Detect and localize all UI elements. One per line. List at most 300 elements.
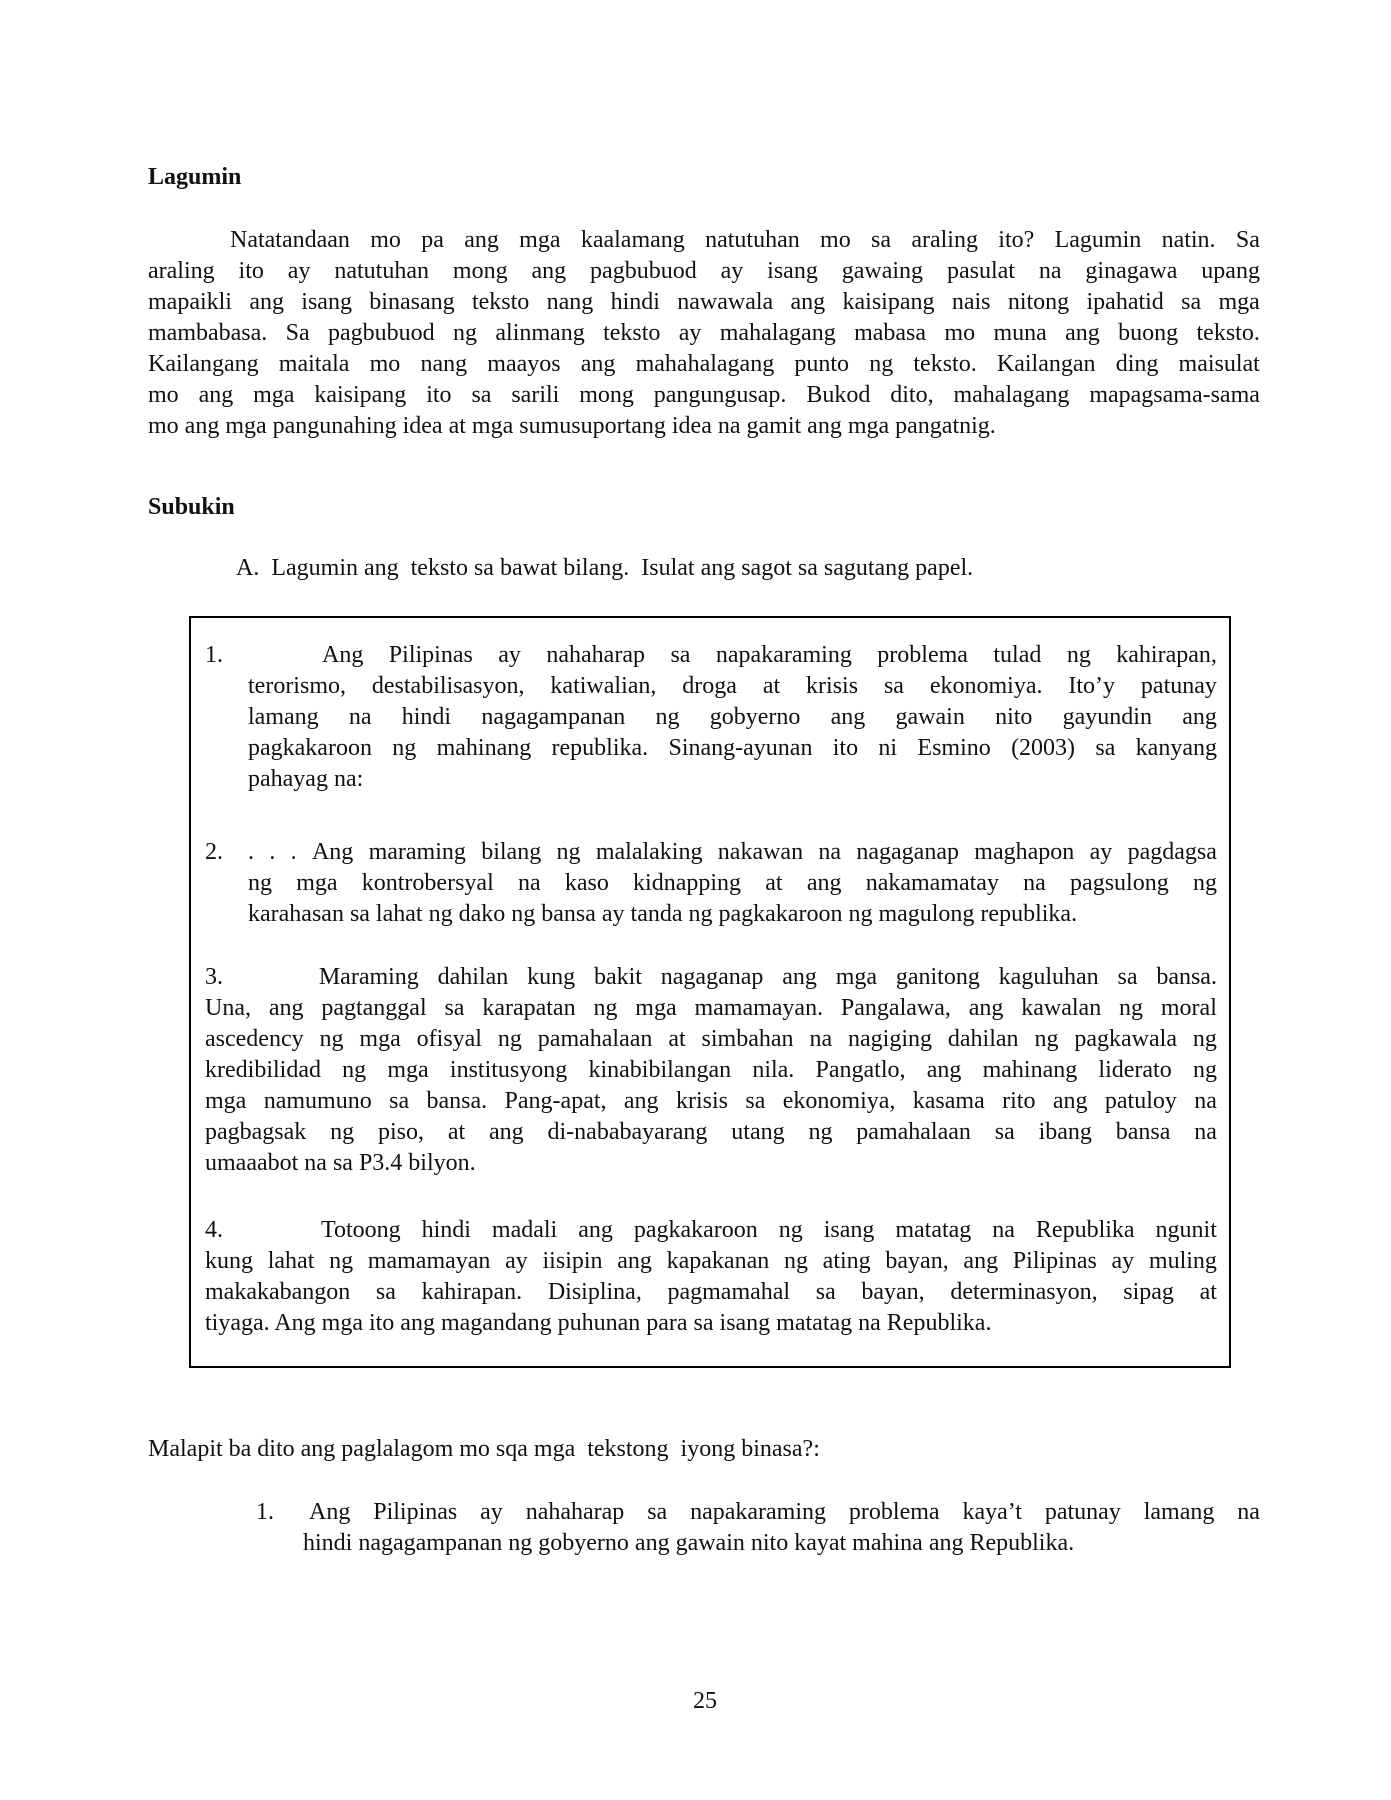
word: kidnapping — [633, 870, 742, 896]
paragraph-line — [148, 380, 1260, 411]
word: at — [1199, 1279, 1217, 1305]
word: mahalagang — [719, 320, 836, 346]
word: nawawala — [677, 289, 774, 315]
item-line: umaaabot na sa P3.4 bilyon. — [205, 1150, 476, 1176]
item-line — [248, 733, 1217, 764]
word: pa — [421, 227, 444, 253]
word: Republika — [1035, 1217, 1135, 1243]
word: ng — [497, 1026, 522, 1052]
word: simbahan — [701, 1026, 794, 1052]
word: pamahalaan — [537, 1026, 653, 1052]
word: piso, — [377, 1119, 424, 1145]
word: ni — [878, 735, 898, 761]
word: nitong — [1007, 289, 1070, 315]
word: na — [1023, 870, 1046, 896]
word: pasulat — [946, 258, 1015, 284]
word: at — [668, 1026, 686, 1052]
word: ay — [498, 642, 521, 668]
word: pamahalaan — [856, 1119, 971, 1145]
word: di-nababayarang — [547, 1119, 708, 1145]
answer-line — [303, 1497, 1260, 1528]
word: sipag — [1123, 1279, 1174, 1305]
word: lamang — [1143, 1499, 1215, 1525]
item-line — [248, 702, 1217, 733]
word: Ang — [309, 1499, 351, 1525]
word: ipahatid — [1086, 289, 1164, 315]
item-line — [248, 640, 1217, 671]
word: ay — [1111, 1248, 1135, 1274]
word: Ang — [322, 642, 364, 668]
word: pagbubuod — [590, 258, 697, 284]
word: sa — [1095, 735, 1116, 761]
answer-number: 1. — [256, 1499, 274, 1525]
word: Pang-apat, — [504, 1088, 607, 1114]
word: sa — [647, 1499, 668, 1525]
word: Disiplina, — [547, 1279, 642, 1305]
word: ng — [1192, 1026, 1217, 1052]
item-line — [205, 1086, 1217, 1117]
item-line — [205, 1117, 1217, 1148]
word: iisipin — [542, 1248, 603, 1274]
word: nang — [546, 289, 594, 315]
word: krisis — [675, 1088, 728, 1114]
word: nito — [995, 704, 1033, 730]
word: mabasa — [854, 320, 927, 346]
word: bayan, — [861, 1279, 925, 1305]
word: ang — [249, 289, 284, 315]
word: ay — [505, 1248, 528, 1274]
word: kaya’t — [962, 1499, 1022, 1525]
paragraph-line — [148, 225, 1260, 256]
word: ng — [1119, 995, 1144, 1021]
word: ang — [1052, 1088, 1088, 1114]
word: mga — [296, 870, 338, 896]
word: isang — [301, 289, 352, 315]
item-number: 1. — [205, 642, 223, 668]
word: sa — [745, 1088, 766, 1114]
word: dahilan — [437, 964, 509, 990]
word: nagaganap — [660, 964, 764, 990]
word: ang — [968, 995, 1004, 1021]
word: binasang — [369, 289, 455, 315]
word: araling — [911, 227, 978, 253]
word: kontrobersyal — [361, 870, 494, 896]
word: republika. — [551, 735, 649, 761]
word: . — [290, 839, 297, 865]
word: Ito’y — [1068, 673, 1116, 699]
word: nila. — [752, 1057, 795, 1083]
word: mga — [635, 995, 677, 1021]
word: . — [269, 839, 276, 865]
word: ito? — [998, 227, 1035, 253]
word: mo — [369, 351, 401, 377]
word: hindi — [401, 704, 452, 730]
word: problema — [848, 1499, 940, 1525]
word: araling — [148, 258, 215, 284]
word: ng — [1192, 1057, 1217, 1083]
word: ng — [1066, 642, 1091, 668]
word: ganitong — [895, 964, 980, 990]
word: Sa — [1235, 227, 1260, 253]
item-line — [205, 993, 1217, 1024]
word: maraming — [368, 839, 466, 865]
word: kaalamang — [580, 227, 685, 253]
word: nakamamatay — [865, 870, 999, 896]
word: sa — [1181, 289, 1202, 315]
word: ding — [1115, 351, 1159, 377]
word: utang — [731, 1119, 785, 1145]
word: mahalagang — [953, 382, 1070, 408]
word: mahinang — [982, 1057, 1078, 1083]
word: kredibilidad — [205, 1057, 321, 1083]
word: na — [348, 704, 372, 730]
word: ang — [268, 995, 304, 1021]
word: nakawan — [717, 839, 804, 865]
word: Pilipinas — [388, 642, 473, 668]
word: ng — [1034, 1026, 1059, 1052]
word: buong — [1118, 320, 1179, 346]
word: ng — [655, 704, 680, 730]
word: gobyerno — [709, 704, 801, 730]
word: na — [1194, 1088, 1217, 1114]
word: mamamayan — [367, 1248, 491, 1274]
word: natutuhan — [334, 258, 429, 284]
word: ay — [287, 258, 311, 284]
word: sa — [815, 1279, 836, 1305]
word: pagdagsa — [1127, 839, 1217, 865]
word: kawalan — [1021, 995, 1102, 1021]
word: sa — [871, 227, 892, 253]
item-line: tiyaga. Ang mga ito ang magandang puhunan para sa isang matatag na Republika. — [205, 1310, 992, 1336]
word: isang — [767, 258, 818, 284]
word: Pilipinas — [1012, 1248, 1097, 1274]
word: pagkakaroon — [633, 1217, 758, 1243]
word: Kailangan — [996, 351, 1096, 377]
word: sa — [883, 673, 904, 699]
word: institusyong — [449, 1057, 568, 1083]
word: gawain — [895, 704, 965, 730]
word: teksto — [603, 320, 661, 346]
word: rito — [1002, 1088, 1036, 1114]
word: ng — [453, 320, 478, 346]
word: ng — [392, 735, 417, 761]
word: moral — [1160, 995, 1217, 1021]
word: liderato — [1098, 1057, 1172, 1083]
word: ang — [580, 351, 616, 377]
item-line — [248, 868, 1217, 899]
word: ang — [531, 258, 567, 284]
word: ang — [623, 1088, 659, 1114]
word: ang — [617, 1248, 652, 1274]
word: ay — [480, 1499, 503, 1525]
subukin-instruction: A. Lagumin ang teksto sa bawat bilang. Isulat ang sagot sa sagutang papel. — [236, 555, 974, 581]
word: sa — [1117, 964, 1138, 990]
word: mambabasa. — [148, 320, 268, 346]
word: maghapon — [974, 839, 1075, 865]
word: . — [248, 839, 254, 865]
word: na — [1237, 1499, 1260, 1525]
word: ating — [822, 1248, 871, 1274]
word: karapatan — [482, 995, 576, 1021]
word: mamamayan. — [694, 995, 824, 1021]
word: kahirapan, — [1116, 642, 1217, 668]
word: alinmang — [495, 320, 585, 346]
word: Lagumin — [1054, 227, 1142, 253]
word: mga — [387, 1057, 429, 1083]
word: Natatandaan — [230, 227, 350, 253]
word: ang — [1065, 320, 1100, 346]
word: ekonomiya. — [929, 673, 1043, 699]
word: mga — [253, 382, 295, 408]
word: Pangatlo, — [815, 1057, 906, 1083]
word: ng — [329, 1248, 354, 1274]
item-line — [205, 1024, 1217, 1055]
word: mong — [579, 382, 634, 408]
word: ito — [426, 382, 452, 408]
word: pagsulong — [1070, 870, 1169, 896]
word: bansa — [1115, 1119, 1171, 1145]
word: ang — [578, 1217, 613, 1243]
paragraph-line — [148, 318, 1260, 349]
word: makakabangon — [205, 1279, 351, 1305]
word: maayos — [487, 351, 561, 377]
word: hindi — [610, 289, 660, 315]
word: mapagsama-sama — [1089, 382, 1260, 408]
word: mong — [452, 258, 508, 284]
item-line — [205, 1246, 1217, 1277]
word: sa — [994, 1119, 1015, 1145]
item-line — [248, 837, 1217, 868]
item-line: pahayag na: — [248, 766, 364, 792]
word: Kailangang — [148, 351, 259, 377]
word: patunay — [1140, 673, 1217, 699]
word: punto — [794, 351, 850, 377]
word: malalaking — [595, 839, 703, 865]
word: na — [818, 839, 842, 865]
answer-line: hindi nagagampanan ng gobyerno ang gawain nito kayat mahina ang Republika. — [303, 1530, 1075, 1556]
word: sa — [389, 1088, 410, 1114]
word: bakit — [593, 964, 642, 990]
word: hindi — [421, 1217, 471, 1243]
word: terorismo, — [248, 673, 346, 699]
word: Bukod — [806, 382, 871, 408]
word: Sinang-ayunan — [668, 735, 813, 761]
word: ginagawa — [1085, 258, 1178, 284]
word: ay — [1089, 839, 1113, 865]
item-line — [205, 1215, 1217, 1246]
lagumin-paragraph — [148, 225, 1260, 442]
paragraph-line: mo ang mga pangunahing idea at mga sumusuportang idea na gamit ang mga pangatnig. — [148, 413, 996, 439]
word: mapaikli — [148, 289, 232, 315]
word: bayan, — [885, 1248, 949, 1274]
word: droga — [682, 673, 737, 699]
word: ang — [963, 1248, 999, 1274]
word: na — [992, 1217, 1015, 1243]
word: pagbubuod — [328, 320, 435, 346]
word: ng — [778, 1217, 803, 1243]
paragraph-line — [148, 256, 1260, 287]
word: kahirapan. — [421, 1279, 523, 1305]
word: mga — [1218, 289, 1260, 315]
word: mga — [205, 1088, 247, 1114]
word: mo — [148, 382, 179, 408]
word: nagaganap — [856, 839, 959, 865]
word: ascedency — [205, 1026, 304, 1052]
word: sarili — [511, 382, 560, 408]
word: kinabibilangan — [588, 1057, 732, 1083]
word: mahinang — [436, 735, 532, 761]
item-number: 3. — [205, 964, 223, 990]
word: nagagampanan — [481, 704, 626, 730]
paragraph-line — [148, 287, 1260, 318]
word: ang — [926, 1057, 962, 1083]
word: maisulat — [1178, 351, 1260, 377]
word: sa — [670, 642, 691, 668]
word: teksto. — [913, 351, 977, 377]
paragraph-line — [148, 349, 1260, 380]
word: Ang — [311, 839, 354, 865]
word: muna — [993, 320, 1047, 346]
word: na — [809, 1026, 833, 1052]
word: pagmamahal — [667, 1279, 791, 1305]
word: Una, — [205, 995, 251, 1021]
word: ng — [319, 1026, 344, 1052]
word: mga — [359, 1026, 401, 1052]
word: ang — [1182, 704, 1217, 730]
word: kapakanan — [666, 1248, 770, 1274]
word: dahilan — [947, 1026, 1019, 1052]
word: ang — [782, 964, 817, 990]
word: pagbagsak — [205, 1119, 307, 1145]
word: ang — [198, 382, 234, 408]
word: ekonomiya, — [782, 1088, 896, 1114]
word: ito — [238, 258, 264, 284]
word: natutuhan — [705, 227, 800, 253]
word: ng — [248, 870, 272, 896]
word: ng — [783, 1248, 808, 1274]
word: matatag — [895, 1217, 972, 1243]
word: gawaing — [841, 258, 924, 284]
word: at — [765, 870, 783, 896]
word: napakaraming — [715, 642, 852, 668]
word: na — [1038, 258, 1062, 284]
word: ng — [1192, 870, 1217, 896]
word: ng — [556, 839, 581, 865]
word: ay — [678, 320, 702, 346]
word: ito — [832, 735, 859, 761]
word: pagkawala — [1074, 1026, 1177, 1052]
word: kanyang — [1135, 735, 1217, 761]
word: ibang — [1038, 1119, 1092, 1145]
word: ng — [342, 1057, 367, 1083]
word: bansa. — [1156, 964, 1217, 990]
word: na — [517, 870, 541, 896]
item-number: 4. — [205, 1217, 223, 1243]
word: natin. — [1161, 227, 1216, 253]
word: nais — [951, 289, 991, 315]
word: ng — [330, 1119, 355, 1145]
word: Sa — [285, 320, 310, 346]
word: ang — [489, 1119, 524, 1145]
word: kung — [527, 964, 576, 990]
word: teksto. — [1196, 320, 1260, 346]
word: mga — [835, 964, 878, 990]
word: lamang — [248, 704, 319, 730]
word: pagtanggal — [321, 995, 427, 1021]
item-number: 2. — [205, 839, 223, 865]
word: ng — [593, 995, 618, 1021]
word: nang — [420, 351, 468, 377]
comparison-question: Malapit ba dito ang paglalagom mo sqa mga tekstong iyong binasa?: — [148, 1436, 820, 1462]
item-line — [205, 1277, 1217, 1308]
subukin-heading: Subukin — [148, 494, 235, 520]
word: mahahalagang — [635, 351, 775, 377]
word: krisis — [806, 673, 859, 699]
item-line — [205, 962, 1217, 993]
word: kung — [205, 1248, 253, 1274]
word: Totoong — [320, 1217, 401, 1243]
word: mga — [519, 227, 561, 253]
page-number: 25 — [693, 1688, 717, 1714]
word: pagkakaroon — [248, 735, 372, 761]
word: ng — [869, 351, 894, 377]
word: (2003) — [1011, 735, 1076, 761]
word: upang — [1201, 258, 1260, 284]
word: pangungusap. — [653, 382, 787, 408]
word: Pangalawa, — [840, 995, 951, 1021]
word: lahat — [267, 1248, 315, 1274]
word: sa — [471, 382, 492, 408]
word: Esmino — [917, 735, 991, 761]
word: Maraming — [318, 964, 419, 990]
word: nagiging — [848, 1026, 932, 1052]
word: katiwalian, — [550, 673, 657, 699]
item-line — [205, 1055, 1217, 1086]
word: ang — [464, 227, 499, 253]
word: ngunit — [1155, 1217, 1217, 1243]
item-line — [248, 671, 1217, 702]
box-item-3 — [205, 962, 1217, 1179]
word: kaso — [564, 870, 609, 896]
word: patunay — [1044, 1499, 1121, 1525]
word: kaguluhan — [998, 964, 1099, 990]
box-item-4 — [205, 1215, 1217, 1339]
word: ay — [720, 258, 744, 284]
word: gayundin — [1062, 704, 1152, 730]
word: at — [447, 1119, 466, 1145]
word: bilang — [481, 839, 542, 865]
word: mo — [820, 227, 851, 253]
word: kaisipang — [842, 289, 935, 315]
word: tulad — [993, 642, 1042, 668]
word: muling — [1148, 1248, 1217, 1274]
word: namumuno — [263, 1088, 372, 1114]
word: maitala — [278, 351, 350, 377]
word: determinasyon, — [950, 1279, 1098, 1305]
word: isang — [823, 1217, 875, 1243]
word: kasama — [912, 1088, 985, 1114]
word: ofisyal — [416, 1026, 482, 1052]
word: ang — [790, 289, 826, 315]
word: bansa. — [426, 1088, 488, 1114]
word: nahaharap — [546, 642, 645, 668]
word: kaisipang — [314, 382, 407, 408]
word: nahaharap — [525, 1499, 625, 1525]
word: at — [762, 673, 781, 699]
word: patuloy — [1104, 1088, 1177, 1114]
word: napakaraming — [690, 1499, 827, 1525]
word: problema — [877, 642, 968, 668]
